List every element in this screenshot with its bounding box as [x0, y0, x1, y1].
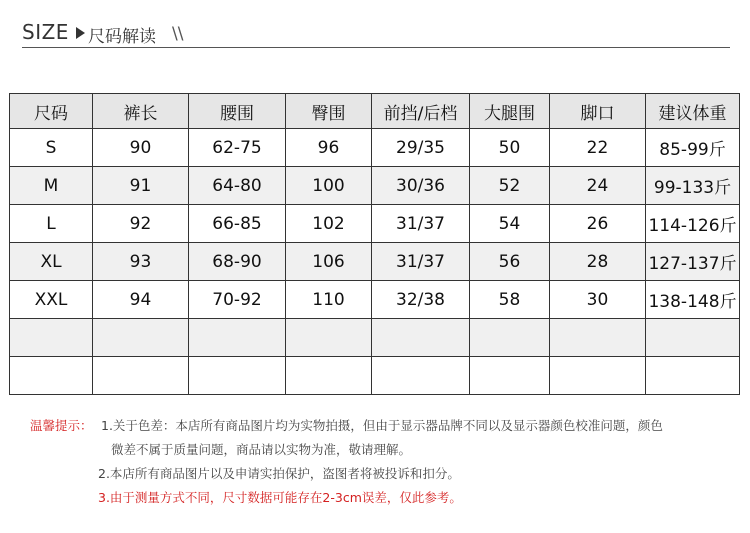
table-header-row — [10, 94, 740, 129]
table-cell: 70-92 — [189, 281, 286, 319]
empty-cell — [372, 357, 470, 395]
table-cell: 29/35 — [372, 129, 470, 167]
decorative-slashes: \\ — [172, 24, 184, 44]
table-cell: 62-75 — [189, 129, 286, 167]
table-cell: 22 — [550, 129, 646, 167]
empty-table-row — [10, 357, 740, 395]
empty-cell — [470, 357, 550, 395]
header-cell-size: 尺码 — [10, 94, 93, 129]
section-title: 尺码解读 — [88, 27, 156, 47]
table-cell: 91 — [93, 167, 189, 205]
table-cell: 114-126斤 — [646, 205, 740, 243]
table-cell: S — [10, 129, 93, 167]
table-cell: 96 — [286, 129, 372, 167]
empty-cell — [550, 319, 646, 357]
table-cell: XL — [10, 243, 93, 281]
table-cell: 99-133斤 — [646, 167, 740, 205]
table-cell: 85-99斤 — [646, 129, 740, 167]
table-cell: 26 — [550, 205, 646, 243]
empty-table-row — [10, 319, 740, 357]
table-cell: 31/37 — [372, 243, 470, 281]
empty-cell — [10, 319, 93, 357]
empty-cell — [646, 319, 740, 357]
header-cell-hip: 臀围 — [286, 94, 372, 129]
table-row — [10, 129, 740, 167]
header-cell-weight: 建议体重 — [646, 94, 740, 129]
table-cell: 110 — [286, 281, 372, 319]
table-cell: 92 — [93, 205, 189, 243]
table-cell: 54 — [470, 205, 550, 243]
table-cell: 31/37 — [372, 205, 470, 243]
empty-cell — [93, 319, 189, 357]
empty-cell — [470, 319, 550, 357]
table-cell: 24 — [550, 167, 646, 205]
table-cell: 58 — [470, 281, 550, 319]
table-cell: 30 — [550, 281, 646, 319]
header-cell-hem: 脚口 — [550, 94, 646, 129]
table-cell: 32/38 — [372, 281, 470, 319]
table-cell: 100 — [286, 167, 372, 205]
table-cell: 28 — [550, 243, 646, 281]
header-cell-length: 裤长 — [93, 94, 189, 129]
table-row — [10, 243, 740, 281]
table-cell: 56 — [470, 243, 550, 281]
triangle-arrow-icon — [76, 27, 85, 39]
empty-cell — [189, 319, 286, 357]
header-cell-rise: 前挡/后档 — [372, 94, 470, 129]
table-cell: 66-85 — [189, 205, 286, 243]
table-cell: 93 — [93, 243, 189, 281]
table-row — [10, 205, 740, 243]
table-cell: 94 — [93, 281, 189, 319]
empty-cell — [550, 357, 646, 395]
empty-cell — [286, 319, 372, 357]
table-cell: M — [10, 167, 93, 205]
table-row — [10, 281, 740, 319]
empty-cell — [646, 357, 740, 395]
size-table — [9, 93, 740, 395]
size-label: SIZE — [22, 20, 69, 44]
table-cell: 102 — [286, 205, 372, 243]
table-cell: 106 — [286, 243, 372, 281]
header-underline — [22, 47, 730, 48]
empty-cell — [189, 357, 286, 395]
table-cell: 30/36 — [372, 167, 470, 205]
note-1-continued: 微差不属于质量问题，商品请以实物为准，敬请理解。 — [111, 442, 412, 457]
table-cell: 64-80 — [189, 167, 286, 205]
empty-cell — [93, 357, 189, 395]
note-3: 3.由于测量方式不同，尺寸数据可能存在2-3cm误差，仅此参考。 — [98, 490, 462, 505]
table-cell: 52 — [470, 167, 550, 205]
header-cell-waist: 腰围 — [189, 94, 286, 129]
header-cell-thigh: 大腿围 — [470, 94, 550, 129]
empty-cell — [286, 357, 372, 395]
table-cell: L — [10, 205, 93, 243]
table-cell: XXL — [10, 281, 93, 319]
empty-cell — [372, 319, 470, 357]
empty-cell — [10, 357, 93, 395]
table-cell: 138-148斤 — [646, 281, 740, 319]
note-1: 1.关于色差：本店所有商品图片均为实物拍摄，但由于显示器品牌不同以及显示器颜色校准问题，颜色 — [101, 418, 663, 433]
table-cell: 50 — [470, 129, 550, 167]
section-header — [22, 18, 732, 48]
table-cell: 90 — [93, 129, 189, 167]
table-row — [10, 167, 740, 205]
notes-label: 温馨提示： — [30, 418, 93, 433]
note-2: 2.本店所有商品图片以及申请实拍保护，盗图者将被投诉和扣分。 — [98, 466, 460, 481]
table-cell: 127-137斤 — [646, 243, 740, 281]
table-cell: 68-90 — [189, 243, 286, 281]
